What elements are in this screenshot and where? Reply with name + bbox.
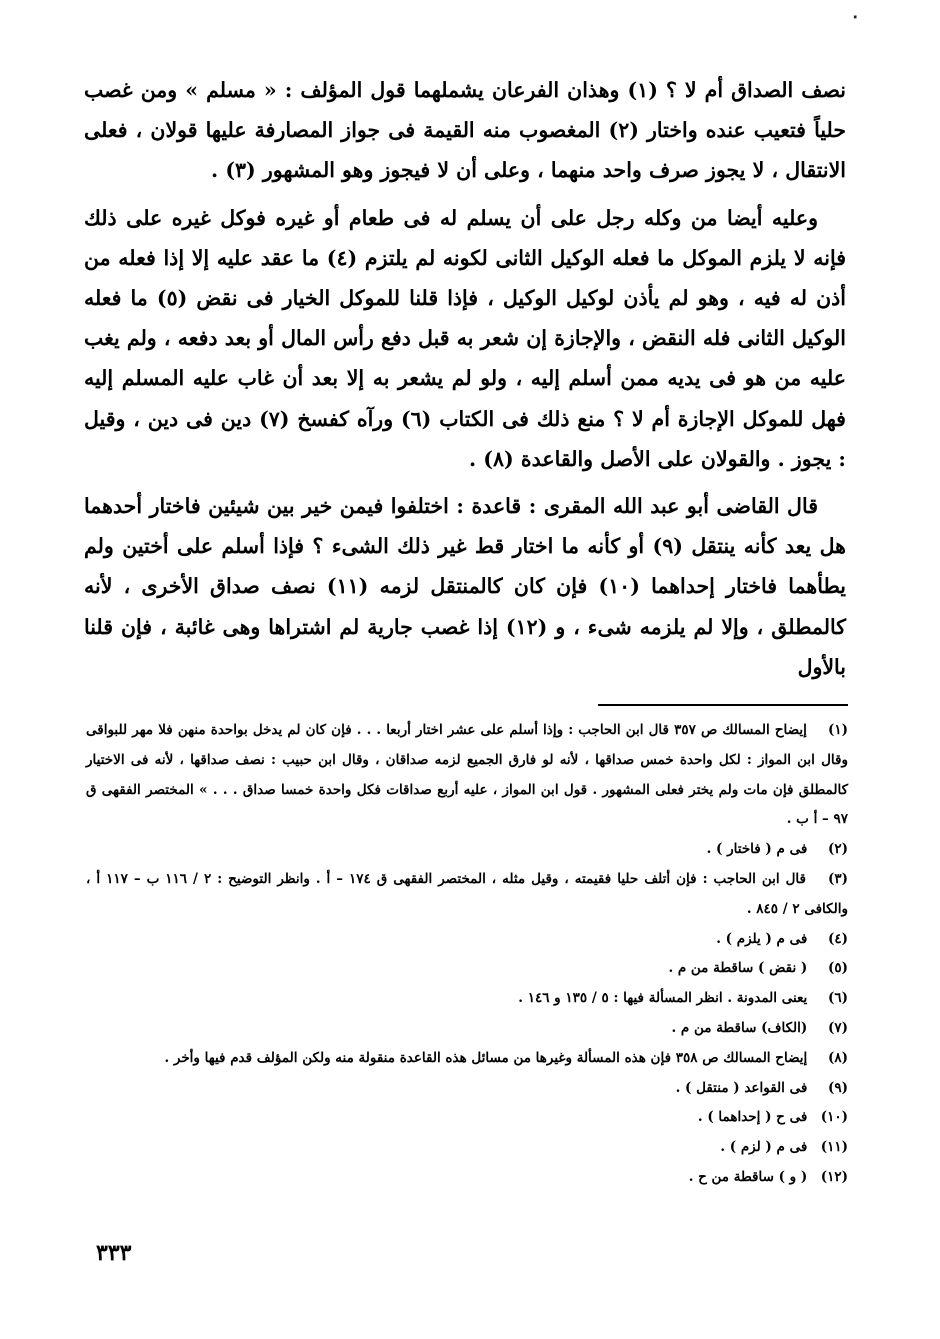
footnote-text: فى ح ( إحداهما ) . — [697, 1109, 808, 1126]
footnote-11 — [86, 1133, 848, 1163]
footnote-number: (٢) — [827, 841, 848, 858]
page-number: ٣٣٣ — [96, 1240, 132, 1266]
footnotes — [86, 716, 848, 1193]
footnote-number: (١٠) — [820, 1109, 848, 1126]
paragraph-1: نصف الصداق أم لا ؟ (١) وهذان الفرعان يشملهما قول المؤلف : « مسلم » ومن غصب حلياً فتعيب عنده واختار (٢) المغصوب منه القيمة فى جواز المصارفة عليها قولان ، فعلى الانتقال ، لا يجوز صرف واحد منهما ، وعلى أن لا فيجوز وهو المشهور (٣) . — [84, 78, 846, 183]
footnote-text: (الكاف) ساقطة من م . — [671, 1019, 808, 1036]
footnote-text: فى م ( فاختار ) . — [706, 841, 808, 858]
footnote-text: ( نقض ) ساقطة من م . — [668, 960, 808, 977]
footnote-6 — [86, 984, 848, 1014]
footnote-text: يعنى المدونة . انظر المسألة فيها : ٥ / ١٣٥ و ١٤٦ . — [518, 990, 808, 1007]
footnote-text: فى القواعد ( منتقل ) . — [675, 1079, 808, 1096]
main-text — [84, 70, 846, 694]
footnote-number: (٦) — [827, 990, 848, 1007]
footnote-separator — [598, 704, 848, 706]
footnote-4 — [86, 925, 848, 955]
footnote-9 — [86, 1074, 848, 1104]
footnote-text: ( و ) ساقطة من ح . — [688, 1168, 808, 1185]
footnote-number: (٨) — [827, 1049, 848, 1066]
footnote-text: قال ابن الحاجب : فإن أتلف حليا فقيمته ، وقيل مثله ، المختصر الفقهى ق ١٧٤ – أ . وانظر التوضيح : ٢ / ١١٦ ب – ١١٧ أ ، والكافى ٢ / ٨٤٥ . — [86, 870, 848, 917]
footnote-3 — [86, 865, 848, 925]
footnote-7 — [86, 1014, 848, 1044]
footnote-number: (٤) — [827, 930, 848, 947]
footnote-1 — [86, 716, 848, 835]
footnote-number: (٣) — [827, 870, 848, 887]
footnote-12 — [86, 1163, 848, 1193]
footnote-text: فى م ( يلزم ) . — [716, 930, 808, 947]
footnote-5 — [86, 954, 848, 984]
paragraph-3: قال القاضى أبو عبد الله المقرى : قاعدة : اختلفوا فيمن خير بين شيئين فاختار أحدهما هل يعد كأنه ينتقل (٩) أو كأنه ما اختار قط غير ذلك الشىء ؟ فإذا أسلم على أختين ولم يطأهما فاختار إحداهما (١٠) فإن كان كالمنتقل لزمه (١١) نصف صداق الأخرى ، لأنه كالمطلق ، وإلا لم يلزمه شىء ، و (١٢) إذا غصب جارية لم اشتراها وهى غائبة ، فإن قلنا بالأول — [84, 494, 847, 679]
footnote-text: فى م ( لزم ) . — [720, 1139, 808, 1156]
footnote-number: (١٢) — [820, 1168, 848, 1185]
footnote-number: (١) — [827, 722, 849, 738]
footnote-8 — [86, 1044, 848, 1074]
footnote-10 — [86, 1103, 848, 1133]
footnote-text: إيضاح المسالك ص ٣٥٨ فإن هذه المسألة وغيرها من مسائل هذه القاعدة منقولة منه ولكن المؤلف قدم فيها وأخر . — [164, 1049, 808, 1066]
paragraph-2: وعليه أيضا من وكله رجل على أن يسلم له فى طعام أو غيره فوكل غيره على ذلك فإنه لا يلزم الموكل ما فعله الوكيل الثانى لكونه لم يلتزم (٤) ما عقد عليه إلا إذا فعله من أذن له فيه ، وهو لم يأذن لوكيل الوكيل ، فإذا قلنا للموكل الخيار فى نقض (٥) ما فعله الوكيل الثانى فله النقض ، والإجازة إن شعر به قبل دفع رأس المال أو بعد دفعه ، ولم يغب عليه من هو فى يديه ممن أسلم إليه ، ولو لم يشعر به إلا بعد أن غاب عليه المسلم إليه فهل للموكل الإجازة أم لا ؟ منع ذلك فى الكتاب (٦) ورآه كفسخ (٧) دين فى دين ، وقيل : يجوز . والقولان على الأصل والقاعدة (٨) . — [84, 205, 846, 471]
footnote-text: إيضاح المسالك ص ٣٥٧ قال ابن الحاجب : وإذا أسلم على عشر اختار أربعا . . . فإن كان لم يدخل بواحدة منهن فلا مهر للبواقى وقال ابن المواز : لكل واحدة خمس صداقها ، لأنه لو فارق الجميع لزمه صداقان ، وقال ابن حبيب : نصف صداقها ، لأنه فى الاختيار كالمطلق فإن مات ولم يختر فعلى المشهور . قول ابن المواز ، عليه أربع صداقات فكل واحدة خمسا صداق . . . » المختصر الفقهى ق ٩٧ – أ ب . — [86, 722, 848, 828]
corner-mark: ٠ — [850, 6, 860, 27]
footnote-number: (١١) — [820, 1139, 848, 1156]
footnote-number: (٧) — [827, 1019, 848, 1036]
footnote-number: (٥) — [827, 960, 848, 977]
footnote-number: (٩) — [827, 1079, 848, 1096]
footnote-2 — [86, 835, 848, 865]
